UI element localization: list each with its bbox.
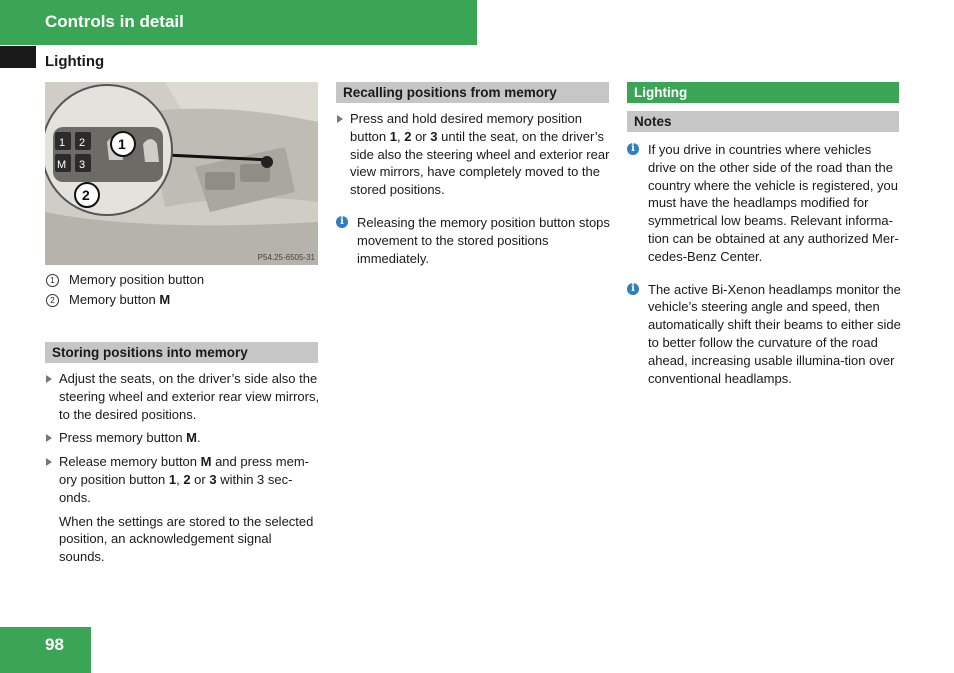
- legend-text: Memory position button: [69, 272, 205, 287]
- button-label-3: 3: [79, 159, 86, 171]
- step-bold: 3: [430, 128, 438, 144]
- figure-code: P54.25-6505-31: [257, 253, 315, 262]
- recalling-info-text: Releasing the memory position button stops movement to the stored positions immediately.: [357, 214, 610, 266]
- info-icon: i: [336, 216, 348, 228]
- notes-body: [627, 141, 902, 387]
- recalling-body: [336, 110, 614, 267]
- storing-step-3: [45, 453, 320, 506]
- storing-step-2: [45, 429, 320, 447]
- button-label-1: 1: [59, 137, 66, 149]
- step-text: until the seat, on the driver’s side also the steering wheel and exterior rear view mirrors, have completely moved to the stored positions.: [350, 128, 614, 198]
- step-bold: 3: [209, 471, 217, 487]
- legend-number: 1: [46, 274, 59, 287]
- storing-heading: Storing positions into memory: [45, 342, 318, 363]
- step-text: .: [197, 430, 201, 446]
- storing-body: [45, 370, 320, 566]
- step-text: within 3 sec-onds.: [59, 471, 293, 505]
- figure-legend: [45, 270, 320, 310]
- lighting-heading: Lighting: [627, 82, 899, 103]
- step-text: or: [411, 128, 431, 144]
- step-bold: M: [200, 454, 212, 470]
- legend-item: [45, 270, 320, 290]
- button-label-2: 2: [79, 137, 86, 149]
- info-icon: i: [627, 143, 639, 155]
- notes-info-2: [627, 281, 902, 388]
- storing-step-1: Adjust the seats, on the driver’s side also the steering wheel and exterior rear view mirrors, to the desired positions.: [45, 370, 320, 423]
- step-text: or: [190, 471, 210, 487]
- legend-number: 2: [46, 294, 59, 307]
- page-number-tab: [0, 627, 91, 673]
- button-label-m: M: [57, 159, 67, 171]
- step-text: ,: [397, 128, 405, 144]
- step-text: Press memory button: [59, 430, 187, 446]
- notes-info-2-text: The active Bi-Xenon headlamps monitor the vehicle’s steering angle and speed, then automatically shift their beams to either side to better follow the curvature of the road ahead, increasing usable illumina-tion over conventional headlamps.: [648, 281, 901, 386]
- step-text: ,: [176, 471, 184, 487]
- step-bold: 2: [404, 128, 412, 144]
- callout-1: 1: [118, 136, 126, 152]
- door-panel-illustration: [45, 82, 318, 265]
- legend-bold: M: [159, 292, 171, 307]
- legend-item: [45, 290, 320, 310]
- notes-heading: Notes: [627, 111, 899, 132]
- door-memory-buttons-photo: [45, 82, 318, 265]
- notes-info-1: [627, 141, 902, 266]
- info-icon: i: [627, 283, 639, 295]
- chapter-title: Controls in detail: [45, 12, 184, 31]
- legend-text: Memory button: [69, 292, 160, 307]
- step-bold: 1: [389, 128, 397, 144]
- page-number: 98: [45, 635, 64, 654]
- storing-note: When the settings are stored to the selected position, an acknowledgement signal sounds.: [59, 513, 314, 565]
- step-bold: 2: [183, 471, 191, 487]
- step-text: Release memory button: [59, 454, 201, 470]
- section-marker: [0, 46, 36, 68]
- step-text: and press mem-ory position button: [59, 454, 310, 487]
- chapter-header: [0, 0, 477, 45]
- recalling-step: [336, 110, 614, 199]
- step-bold: 1: [168, 471, 177, 487]
- notes-info-1-text: If you drive in countries where vehicles drive on the other side of the road than the country where the vehicle is registered, you must have the headlamps modified for symmetrical low beams. Relevant informa-tion can be obtained at any authorized Mer-cedes-Benz Center.: [648, 142, 899, 264]
- step-text: Press and hold desired memory position button: [350, 111, 586, 144]
- recalling-info: [336, 214, 611, 267]
- section-title: Lighting: [45, 53, 105, 70]
- callout-2: 2: [82, 187, 90, 203]
- recalling-heading: Recalling positions from memory: [336, 82, 609, 103]
- step-bold: M: [186, 430, 197, 446]
